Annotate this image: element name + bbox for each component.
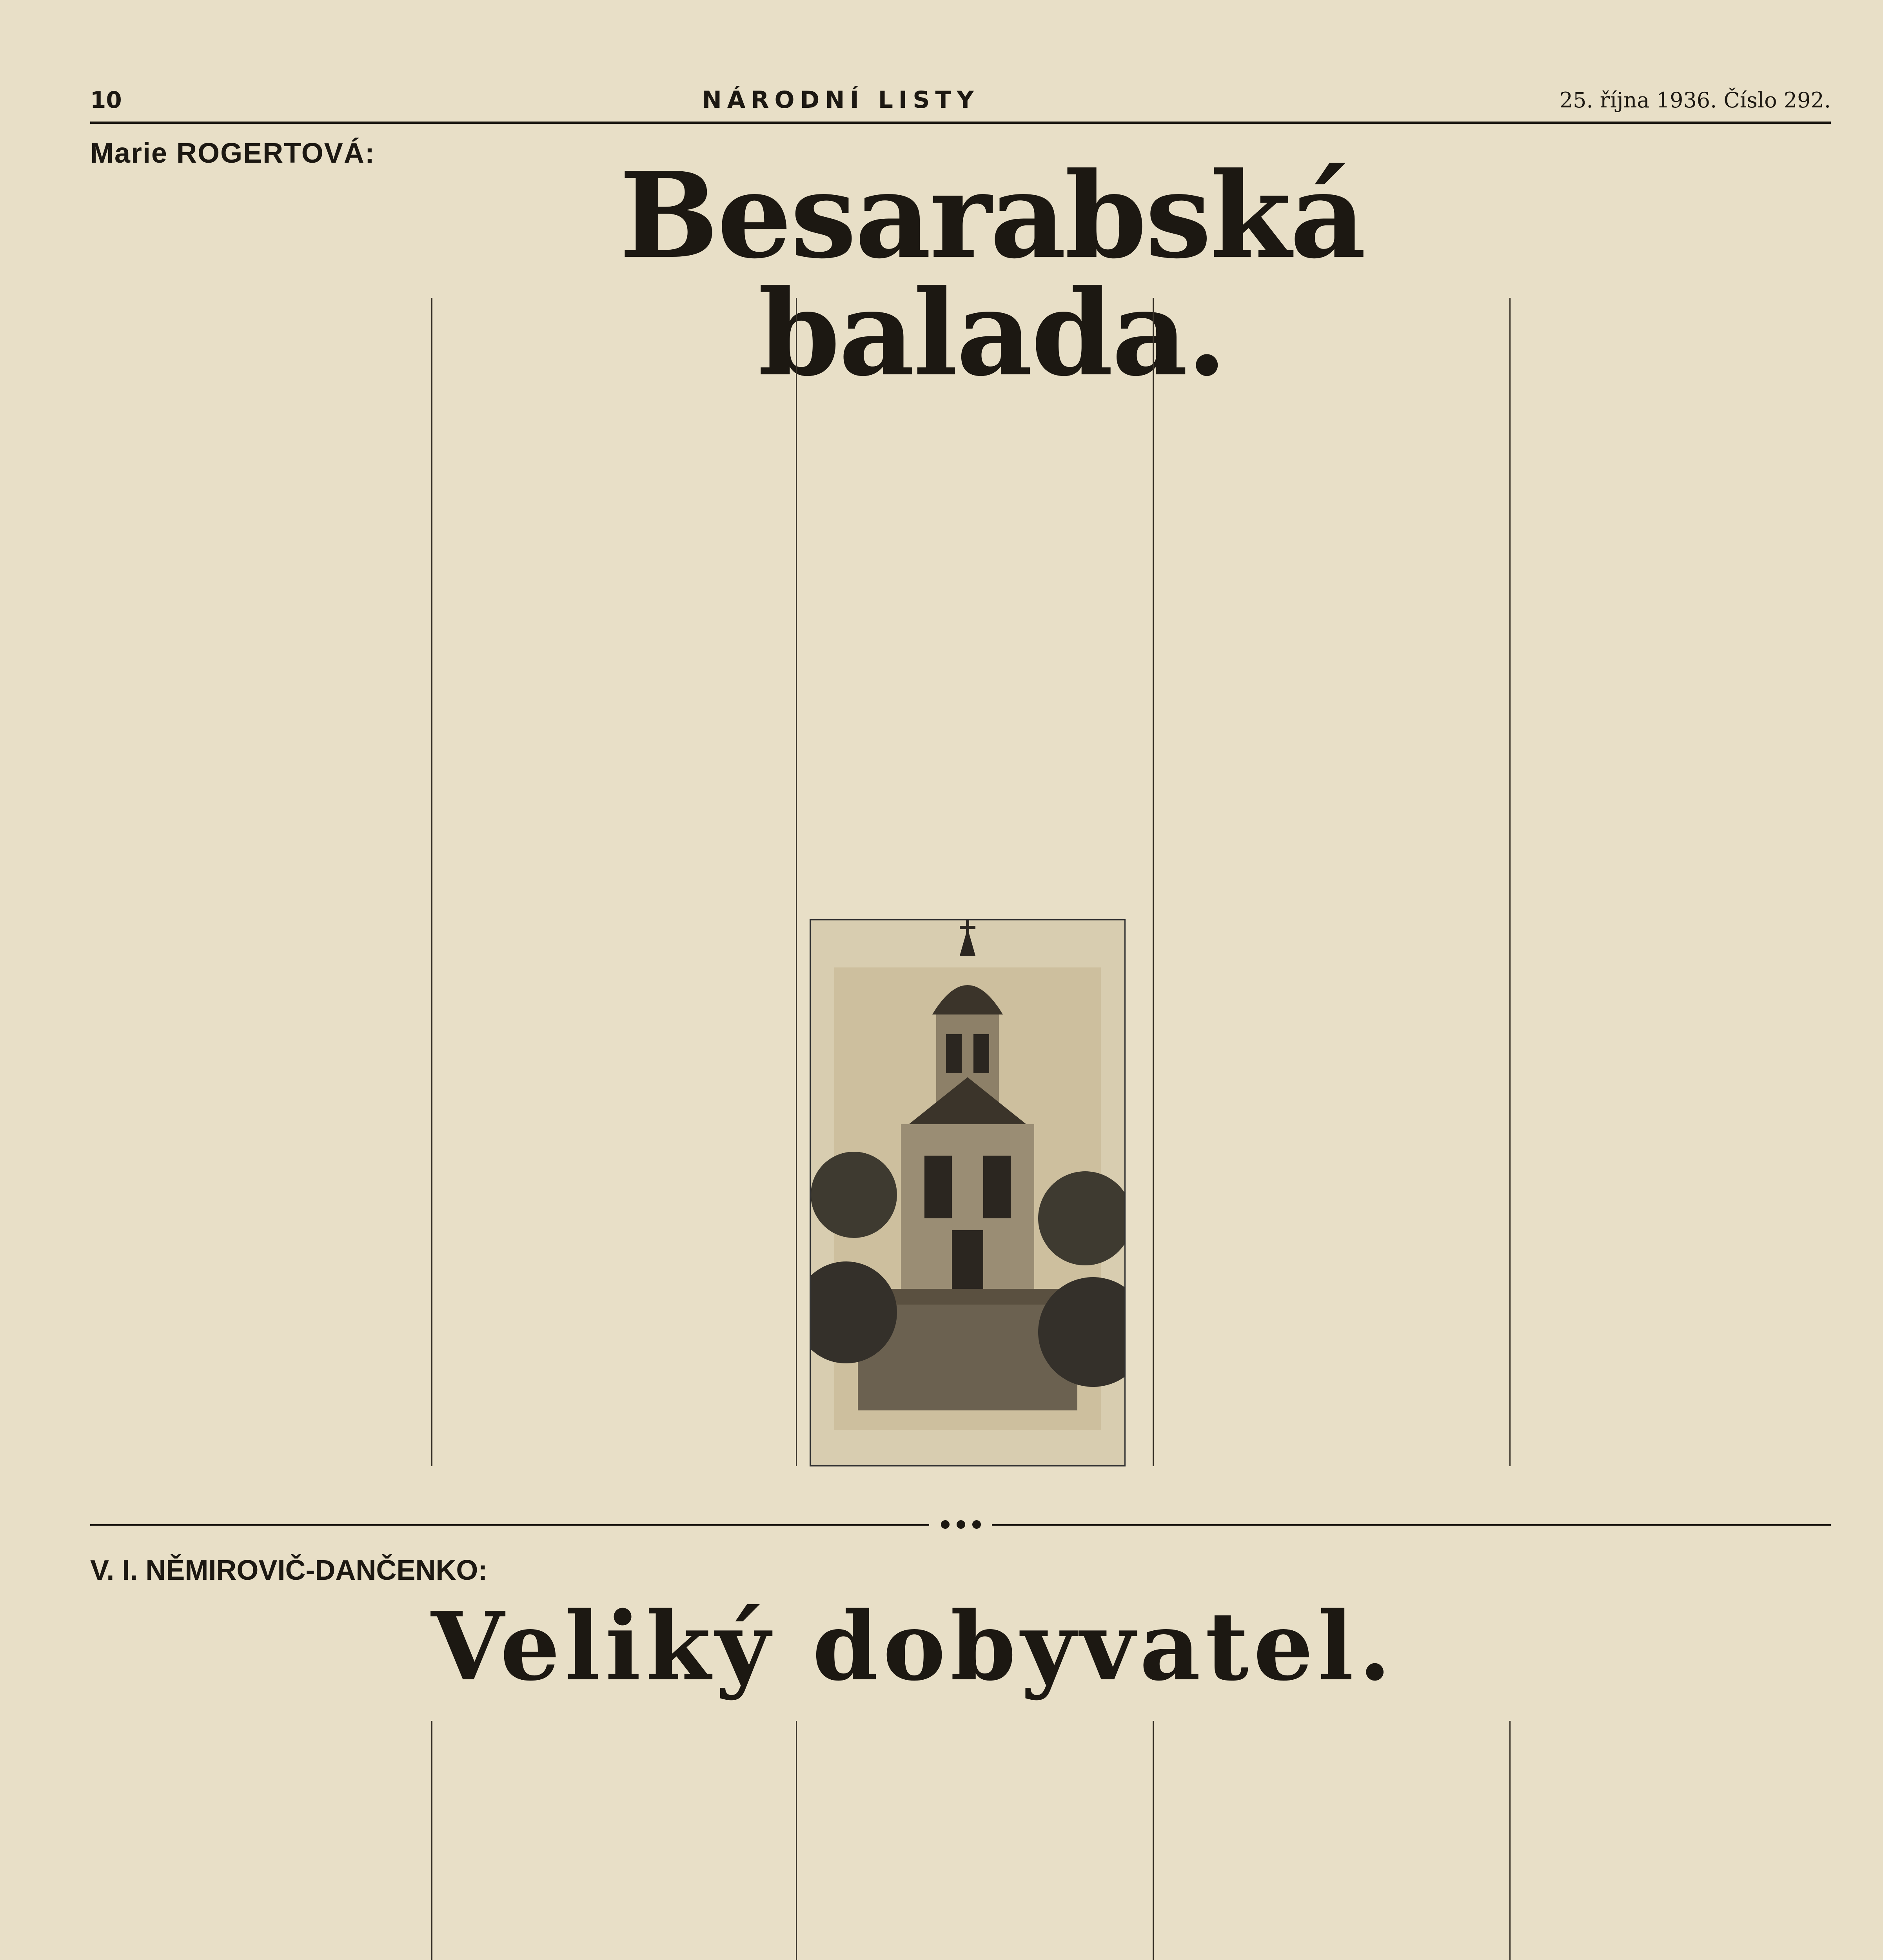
story1-column-4 [1166, 298, 1496, 1458]
story1-column-5 [1525, 298, 1831, 1458]
header-rule [90, 122, 1831, 124]
story2-column-5 [1525, 1729, 1831, 1960]
story2-headline: Veliký dobyvatel. [431, 1591, 1396, 1702]
column-rule [796, 298, 797, 1466]
story1-column-3 [810, 298, 1115, 909]
story2-column-4 [1166, 1729, 1496, 1960]
column-rule [1509, 1721, 1511, 1960]
story1-headline: Besarabská balada. [619, 146, 1365, 402]
newspaper-title: NÁRODNÍ LISTY [702, 86, 979, 114]
story1-column-2 [447, 298, 753, 1458]
story2-column-3 [810, 1729, 1115, 1960]
column-rule [1153, 1721, 1154, 1960]
column-rule [431, 1721, 432, 1960]
section-divider [90, 1517, 1831, 1533]
column-rule [1509, 298, 1511, 1466]
column-rule [431, 298, 432, 1466]
story1-column-1 [90, 298, 396, 1458]
page-number: 10 [90, 87, 122, 113]
story1-author: Marie ROGERTOVÁ: [90, 138, 375, 169]
church-photo-icon [811, 920, 1124, 1465]
newspaper-page [90, 74, 1831, 1960]
issue-date: 25. října 1936. Číslo 292. [1559, 87, 1831, 113]
column-rule [796, 1721, 797, 1960]
church-photo [810, 919, 1126, 1466]
running-header [90, 82, 1831, 118]
story2-author: V. I. NĚMIROVIČ-DANČENKO: [90, 1555, 488, 1586]
story2-column-2 [447, 1729, 753, 1960]
column-rule [1153, 298, 1154, 1466]
story2-column-1 [90, 1729, 396, 1960]
